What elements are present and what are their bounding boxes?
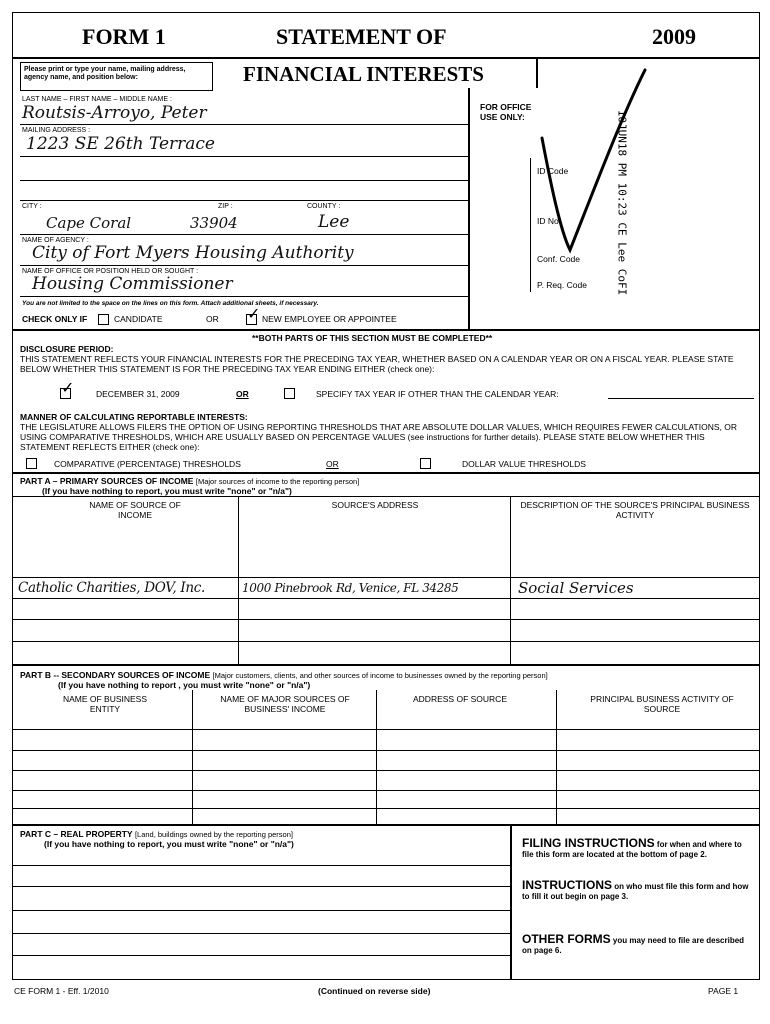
form-year: 2009	[652, 24, 696, 49]
manner-title: MANNER OF CALCULATING REPORTABLE INTERESTS:	[20, 412, 248, 422]
office-use-title-2: USE ONLY:	[480, 112, 525, 122]
office-use-title-1: FOR OFFICE	[480, 102, 532, 112]
county-label: COUNTY :	[307, 203, 341, 210]
period-or: OR	[236, 389, 249, 399]
candidate-label: CANDIDATE	[114, 314, 163, 324]
dec31-checkbox[interactable]	[60, 388, 71, 399]
office-checkmark	[530, 60, 670, 260]
manner-or: OR	[326, 459, 339, 469]
county-field[interactable]: Lee	[318, 212, 350, 232]
title-line2: FINANCIAL INTERESTS	[243, 62, 484, 86]
specify-label: SPECIFY TAX YEAR IF OTHER THAN THE CALENDAR YEAR:	[316, 389, 559, 399]
part-a-col3: DESCRIPTION OF THE SOURCE'S PRINCIPAL BUSINESS ACTIVITY	[520, 500, 750, 520]
agency-label: NAME OF AGENCY :	[22, 237, 89, 244]
not-limited-note: You are not limited to the space on the lines on this form. Attach additional sheets, if necessary.	[22, 300, 319, 307]
part-b-col3: ADDRESS OF SOURCE	[413, 694, 507, 704]
p-req-code-label: P. Req. Code	[537, 280, 587, 290]
received-stamp: 10JUN18 PM 10:23 CE Lee CoFI	[615, 109, 629, 296]
both-parts-note: **BOTH PARTS OF THIS SECTION MUST BE COMPLETED**	[252, 333, 493, 343]
title-line1: STATEMENT OF	[276, 24, 447, 49]
part-b-subtitle: (If you have nothing to report , you must write "none" or "n/a")	[58, 680, 311, 690]
manner-text: THE LEGISLATURE ALLOWS FILERS THE OPTION OF USING REPORTING THRESHOLDS THAT ARE ABSOLUTE DOLLAR VALUES, WHICH REQUIRES FEWER CALCULATIONS, OR USING COMPARATIVE THRESHOLDS, WHICH ARE USUALLY BASED ON PERCENTAGE VALUES (see instructions for further details). PLEASE STATE BELOW WHETHER THIS STATEMENT REFLECTS EITHER (check one):	[20, 422, 737, 452]
agency-field[interactable]: City of Fort Myers Housing Authority	[32, 243, 354, 263]
form-label: FORM 1	[82, 24, 166, 49]
name-label: LAST NAME – FIRST NAME – MIDDLE NAME :	[22, 96, 172, 103]
footer-continued: (Continued on reverse side)	[318, 986, 431, 996]
filing-instructions: FILING INSTRUCTIONS for when and where to file this form are located at the bottom of page 2.	[522, 836, 742, 859]
specify-checkbox[interactable]	[284, 388, 295, 399]
id-code-label: ID Code	[537, 166, 569, 176]
other-forms-note: OTHER FORMS you may need to file are described on page 6.	[522, 932, 745, 955]
mailing-label: MAILING ADDRESS :	[22, 127, 91, 134]
mailing-field[interactable]: 1223 SE 26th Terrace	[26, 134, 215, 154]
position-field[interactable]: Housing Commissioner	[32, 274, 233, 294]
dollar-label: DOLLAR VALUE THRESHOLDS	[462, 459, 586, 469]
dec31-label: DECEMBER 31, 2009	[96, 389, 180, 399]
position-label: NAME OF OFFICE OR POSITION HELD OR SOUGHT :	[22, 268, 199, 275]
new-employee-checkbox[interactable]	[246, 314, 257, 325]
part-c-subtitle: (If you have nothing to report, you must write "none" or "n/a")	[44, 839, 294, 849]
period-title: DISCLOSURE PERIOD:	[20, 344, 114, 354]
dollar-checkbox[interactable]	[420, 458, 431, 469]
check-or-label: OR	[206, 314, 219, 324]
zip-label: ZIP :	[218, 203, 233, 210]
who-must-file-instructions: INSTRUCTIONS on who must file this form and how to fill it out begin on page 3.	[522, 878, 749, 901]
city-label: CITY :	[22, 203, 42, 210]
part-a-col1: NAME OF SOURCE OF INCOME	[89, 500, 181, 520]
period-text: THIS STATEMENT REFLECTS YOUR FINANCIAL INTERESTS FOR THE PRECEDING TAX YEAR, WHETHER BASED ON A CALENDAR YEAR OR ON A FISCAL YEAR. PLEASE STATE BELOW WHETHER THIS STATEMENT IS FOR THE PRECEDING TAX YEAR ENDING EITHER (check one):	[20, 354, 734, 374]
part-a-row1-address[interactable]: 1000 Pinebrook Rd, Venice, FL 34285	[242, 581, 459, 595]
part-a-row1-activity[interactable]: Social Services	[518, 579, 634, 597]
conf-code-label: Conf. Code	[537, 254, 580, 264]
city-field[interactable]: Cape Coral	[46, 214, 132, 232]
zip-field[interactable]: 33904	[190, 214, 238, 232]
check-only-label: CHECK ONLY IF	[22, 314, 88, 324]
footer-page: PAGE 1	[708, 986, 739, 996]
name-field[interactable]: Routsis-Arroyo, Peter	[22, 103, 207, 123]
instruction-text: Please print or type your name, mailing address, agency name, and position below:	[24, 66, 186, 81]
part-a-row1-name[interactable]: Catholic Charities, DOV, Inc.	[18, 580, 206, 596]
part-c-title: PART C – REAL PROPERTY [Land, buildings owned by the reporting person]	[20, 829, 293, 839]
part-a-col2: SOURCE'S ADDRESS	[331, 500, 419, 510]
comparative-label: COMPARATIVE (PERCENTAGE) THRESHOLDS	[54, 459, 241, 469]
part-b-col1: NAME OF BUSINESS ENTITY	[62, 694, 148, 714]
footer-form-id: CE FORM 1 - Eff. 1/2010	[14, 986, 109, 996]
part-a-title: PART A – PRIMARY SOURCES OF INCOME [Major sources of income to the reporting person]	[20, 476, 360, 486]
part-b-col4: PRINCIPAL BUSINESS ACTIVITY OF SOURCE	[590, 694, 734, 714]
part-a-subtitle: (If you have nothing to report, you must write "none" or "n/a")	[42, 486, 292, 496]
id-no-label: ID No.	[537, 216, 562, 226]
comparative-checkbox[interactable]	[26, 458, 37, 469]
candidate-checkbox[interactable]	[98, 314, 109, 325]
part-b-title: PART B -- SECONDARY SOURCES OF INCOME [Major customers, clients, and other sources of income to businesses owned by the reporting person]	[20, 670, 548, 680]
part-b-col2: NAME OF MAJOR SOURCES OF BUSINESS' INCOME	[220, 694, 350, 714]
new-employee-label: NEW EMPLOYEE OR APPOINTEE	[262, 314, 397, 324]
